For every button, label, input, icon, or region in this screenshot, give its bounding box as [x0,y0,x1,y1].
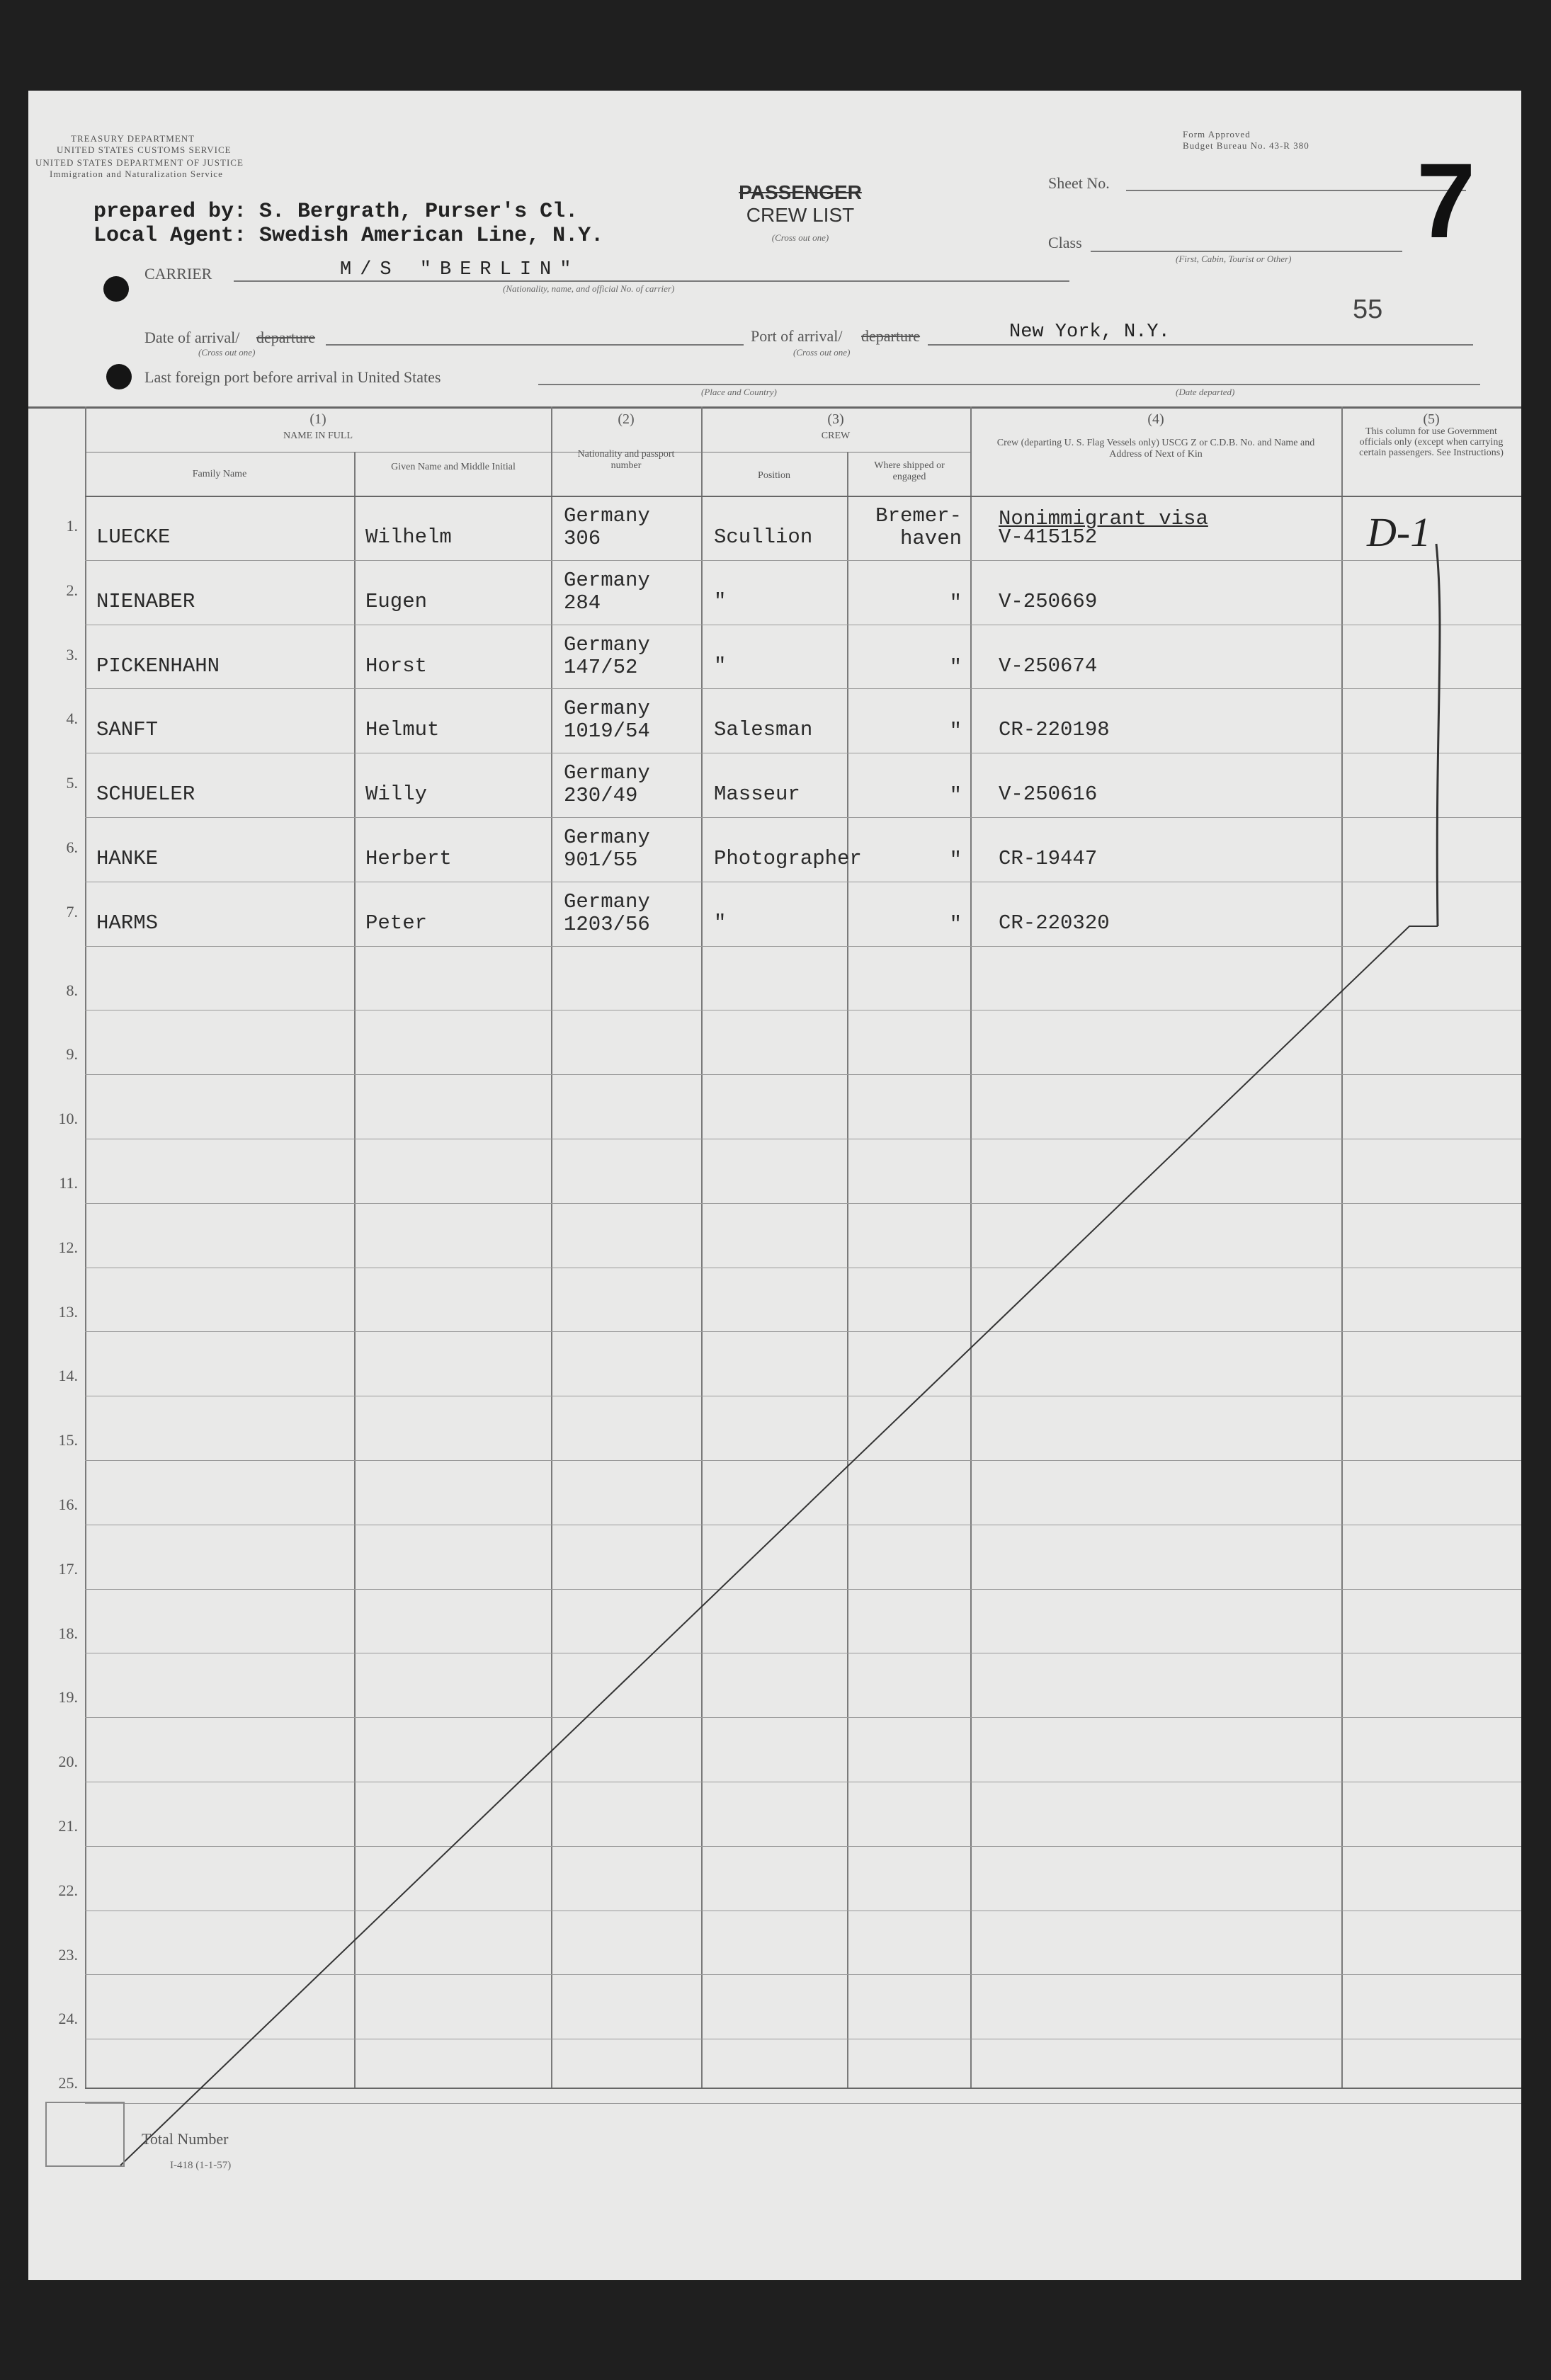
crew-list-title: CREW LIST [746,204,855,226]
carrier-caption: (Nationality, name, and official No. of carrier) [503,283,675,294]
col4-num: (4) [1147,411,1164,427]
agency-line-3: UNITED STATES DEPARTMENT OF JUSTICE [35,157,244,168]
agency-line-4: Immigration and Naturalization Service [50,169,223,179]
row-number: 5. [66,774,78,792]
row-number: 12. [58,1239,78,1256]
nationality: Germany [564,569,650,592]
where-shipped-2: haven [899,527,962,550]
row-number: 10. [58,1110,78,1127]
family-name: HANKE [96,847,159,870]
port-value: New York, N.Y. [1009,321,1170,343]
col2-title: Nationality and passport number [577,449,675,471]
document-page [28,91,1521,2280]
given-name: Wilhelm [365,525,452,549]
cross-out-caption: (Cross out one) [771,232,829,243]
row-number: 8. [66,981,78,999]
nationality: Germany [564,761,650,785]
row-number: 15. [58,1431,78,1449]
class-caption: (First, Cabin, Tourist or Other) [1176,254,1292,264]
position: " [714,590,727,613]
family-name: SANFT [96,718,159,741]
port-crossed: departure [861,327,921,345]
family-name: SCHUELER [96,782,195,806]
form-number: I-418 (1-1-57) [170,2160,232,2171]
row-number: 25. [58,2074,78,2092]
passport-number: 230/49 [564,784,638,807]
date-departed-caption: (Date departed) [1176,387,1235,397]
given-name: Willy [365,782,428,806]
row-number: 2. [66,581,78,599]
position: " [714,911,727,935]
given-name: Horst [365,654,428,678]
carrier-label: CARRIER [144,265,212,283]
total-number-label: Total Number [142,2130,229,2148]
position: Scullion [714,525,813,549]
row-number: 17. [58,1560,78,1578]
carrier-value: M/S "BERLIN" [340,259,580,280]
family-name: HARMS [96,911,159,935]
where-shipped-1: Bremer- [875,504,962,528]
visa-number: V-250674 [999,654,1098,678]
family-name: LUECKE [96,525,171,549]
col3-where: Where shipped or engaged [874,460,945,482]
given-name: Helmut [365,718,440,741]
nationality: Germany [564,826,650,849]
passport-number: 1203/56 [564,913,650,936]
where-shipped-2: " [949,913,962,936]
row-number: 13. [58,1303,78,1321]
sheet-number: 7 [1416,141,1476,260]
where-shipped-2: " [949,719,962,743]
visa-number: V-415152 [999,525,1098,549]
next-of-kin-1: Nonimmigrant visa [999,507,1208,530]
visa-number: CR-220198 [999,718,1110,741]
class-label: Class [1048,234,1082,251]
passport-number: 1019/54 [564,719,650,743]
handwritten-strike-line [28,91,1521,2280]
family-name: PICKENHAHN [96,654,220,678]
budget-bureau: Budget Bureau No. 43-R 380 [1183,140,1309,151]
row-number: 23. [58,1946,78,1964]
row-number: 14. [58,1367,78,1384]
row-number: 6. [66,838,78,856]
sheet-label: Sheet No. [1048,174,1110,192]
nationality: Germany [564,890,650,913]
row-number: 22. [58,1881,78,1899]
row-number: 4. [66,710,78,727]
visa-number: CR-19447 [999,847,1098,870]
col3-position: Position [758,470,790,481]
visa-number: CR-220320 [999,911,1110,935]
handwritten-55: 55 [1353,295,1383,324]
last-port-label: Last foreign port before arrival in United States [144,368,441,386]
nationality: Germany [564,504,650,528]
col5-num: (5) [1423,411,1440,427]
col4-title: Crew (departing U. S. Flag Vessels only) USCG Z or C.D.B. No. and Name and Address of Next of Kin [996,438,1315,460]
date-label: Date of arrival/ [144,329,240,346]
visa-number: V-250616 [999,782,1098,806]
place-caption: (Place and Country) [701,387,777,397]
agency-line-2: UNITED STATES CUSTOMS SERVICE [57,144,232,155]
passenger-crossed: PASSENGER [739,181,862,203]
date-crossed: departure [256,329,316,346]
port-label: Port of arrival/ [751,327,843,345]
visa-number: V-250669 [999,590,1098,613]
col1-family: Family Name [192,469,247,479]
prepared-by: prepared by: S. Bergrath, Purser's Cl. [93,200,579,224]
row-number: 1. [66,517,78,535]
passport-number: 901/55 [564,848,638,872]
family-name: NIENABER [96,590,195,613]
col3-num: (3) [827,411,844,427]
row-number: 19. [58,1688,78,1706]
given-name: Eugen [365,590,428,613]
col3-title: CREW [821,431,851,441]
row-number: 9. [66,1045,78,1063]
where-shipped-2: " [949,848,962,872]
row-number: 20. [58,1753,78,1770]
passport-number: 306 [564,527,601,550]
row-number: 24. [58,2010,78,2027]
local-agent: Local Agent: Swedish American Line, N.Y. [93,224,604,248]
nationality: Germany [564,633,650,656]
where-shipped-2: " [949,591,962,615]
total-box [45,2102,125,2167]
where-shipped-2: " [949,784,962,807]
col1-title: NAME IN FULL [283,431,353,441]
row-number: 3. [66,646,78,664]
agency-line-1: TREASURY DEPARTMENT [71,133,195,144]
handwritten-mark: D-1 [1367,509,1431,555]
col1-num: (1) [309,411,326,427]
passport-number: 284 [564,591,601,615]
col5-title: This column for use Government officials only (except when carrying certain passengers. See Instructions) [1359,426,1504,458]
col1-given: Given Name and Middle Initial [391,462,516,472]
nationality: Germany [564,697,650,720]
row-number: 7. [66,903,78,921]
row-number: 21. [58,1817,78,1835]
row-number: 18. [58,1624,78,1642]
position: " [714,654,727,678]
position: Photographer [714,847,862,870]
col2-num: (2) [618,411,635,427]
passport-number: 147/52 [564,656,638,679]
date-caption: (Cross out one) [198,347,256,358]
row-number: 11. [59,1174,78,1192]
given-name: Peter [365,911,428,935]
row-number: 16. [58,1496,78,1513]
given-name: Herbert [365,847,452,870]
form-approved: Form Approved [1183,129,1251,140]
position: Salesman [714,718,813,741]
position: Masseur [714,782,800,806]
where-shipped-2: " [949,656,962,679]
port-caption: (Cross out one) [793,347,851,358]
